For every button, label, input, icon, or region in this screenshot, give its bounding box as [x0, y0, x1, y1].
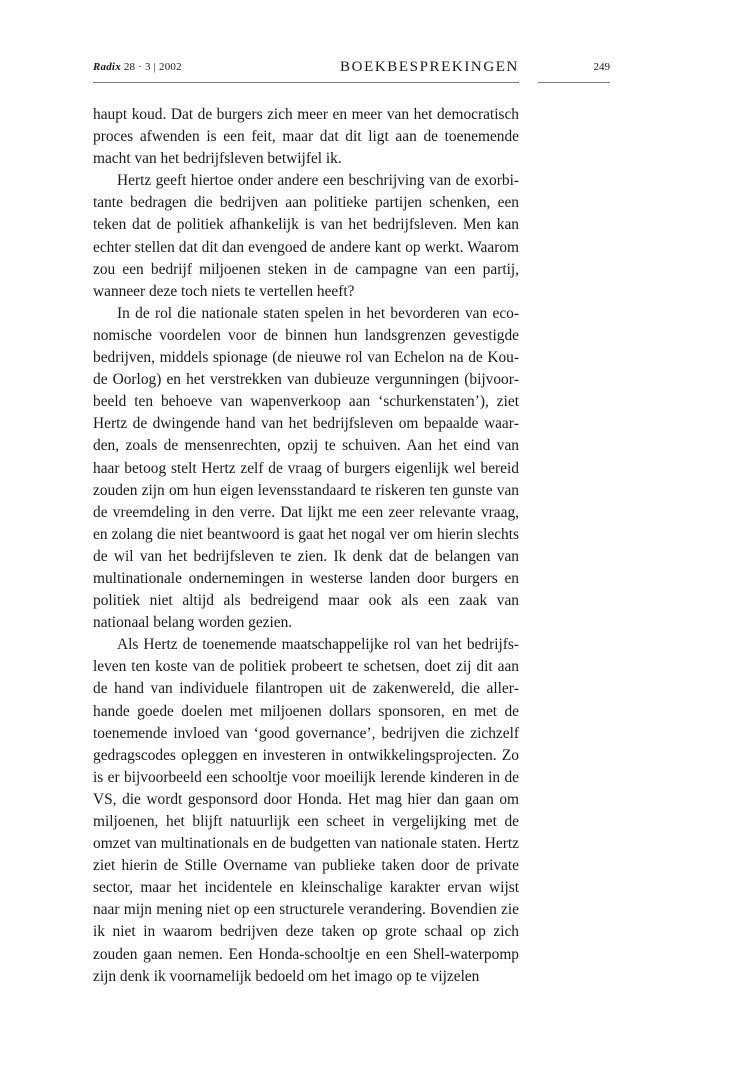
journal-name: Radix [93, 61, 121, 73]
article-body [93, 104, 519, 988]
section-title: BOEKBESPREKINGEN [340, 59, 519, 75]
journal-citation [93, 61, 182, 73]
paragraph-2: Hertz geeft hiertoe onder andere een beschrijving van de exorbitante bedragen die bedrijven aan politieke partijen schenken, een teken dat de politiek afhankelijk is van het bedrijfsleven. Men kan echter stellen dat dit dan evengoed de andere kant op werkt. Waarom zou een bedrijf miljoenen steken in de campagne van een partij, wanneer deze toch niets te vertellen heeft? [93, 172, 519, 300]
page-number: 249 [593, 61, 610, 73]
paragraph-4: Als Hertz de toenemende maatschappelijke rol van het bedrijfsleven ten koste van de politiek probeert te schetsen, doet zij dit aan de hand van individuele filantropen uit de zakenwereld, die allerhande goede doelen met miljoenen dollars sponsoren, en met de toenemende invloed van ‘good governance’, bedrijven die zichzelf gedragscodes opleggen en investeren in ontwikkelingsprojecten. Zo is er bijvoorbeeld een schooltje voor moeilijk lerende kinderen in de VS, die wordt gesponsord door Honda. Het mag hier dan gaan om miljoenen, het blijft natuurlijk een scheet in vergelijking met de omzet van multinationals en de budgetten van nationale staten. Hertz ziet hierin de Stille Overname van publieke taken door de private sector, maar het incidentele en kleinschalige karakter ervan wijst naar mijn mening niet op een structurele verandering. Bovendien zie ik niet in waarom bedrijven deze taken op grote schaal op zich zouden gaan nemen. Een Honda-schooltje en een Shell-waterpomp zijn denk ik voornamelijk bedoeld om het imago op te vijzelen [93, 636, 519, 985]
folio-rule [538, 60, 610, 83]
paragraph-1: haupt koud. Dat de burgers zich meer en meer van het democratisch proces afwenden is een feit, maar dat dit ligt aan de toenemende macht van het bedrijfsleven betwijfel ik. [93, 106, 519, 168]
issue-info: 28 · 3 | 2002 [123, 61, 182, 73]
paragraph-3: In de rol die nationale staten spelen in het bevorderen van economische voordelen voor de binnen hun landsgrenzen gevestigde bedrijven, middels spionage (de nieuwe rol van Echelon na de Koude Oorlog) en het verstrekken van dubieuze vergunningen (bijvoorbeeld ten behoeve van wapenverkoop aan ‘schurkenstaten’), ziet Hertz de dwingende hand van het bedrijfsleven om bepaalde waarden, zoals de mensenrechten, opzij te schuiven. Aan het eind van haar betoog stelt Hertz zelf de vraag of burgers eigenlijk wel bereid zouden zijn om hun eigen levensstandaard te riskeren ten gunste van de vreemdeling in den verre. Dat lijkt me een zeer relevante vraag, en zolang die niet beantwoord is gaat het nogal ver om hierin slechts de wil van het bedrijfsleven te zien. Ik denk dat de belangen van multinationale ondernemingen in westerse landen door burgers en politiek niet altijd als bedreigend maar ook als een zaak van nationaal belang worden gezien. [93, 304, 519, 632]
running-head [93, 60, 519, 83]
